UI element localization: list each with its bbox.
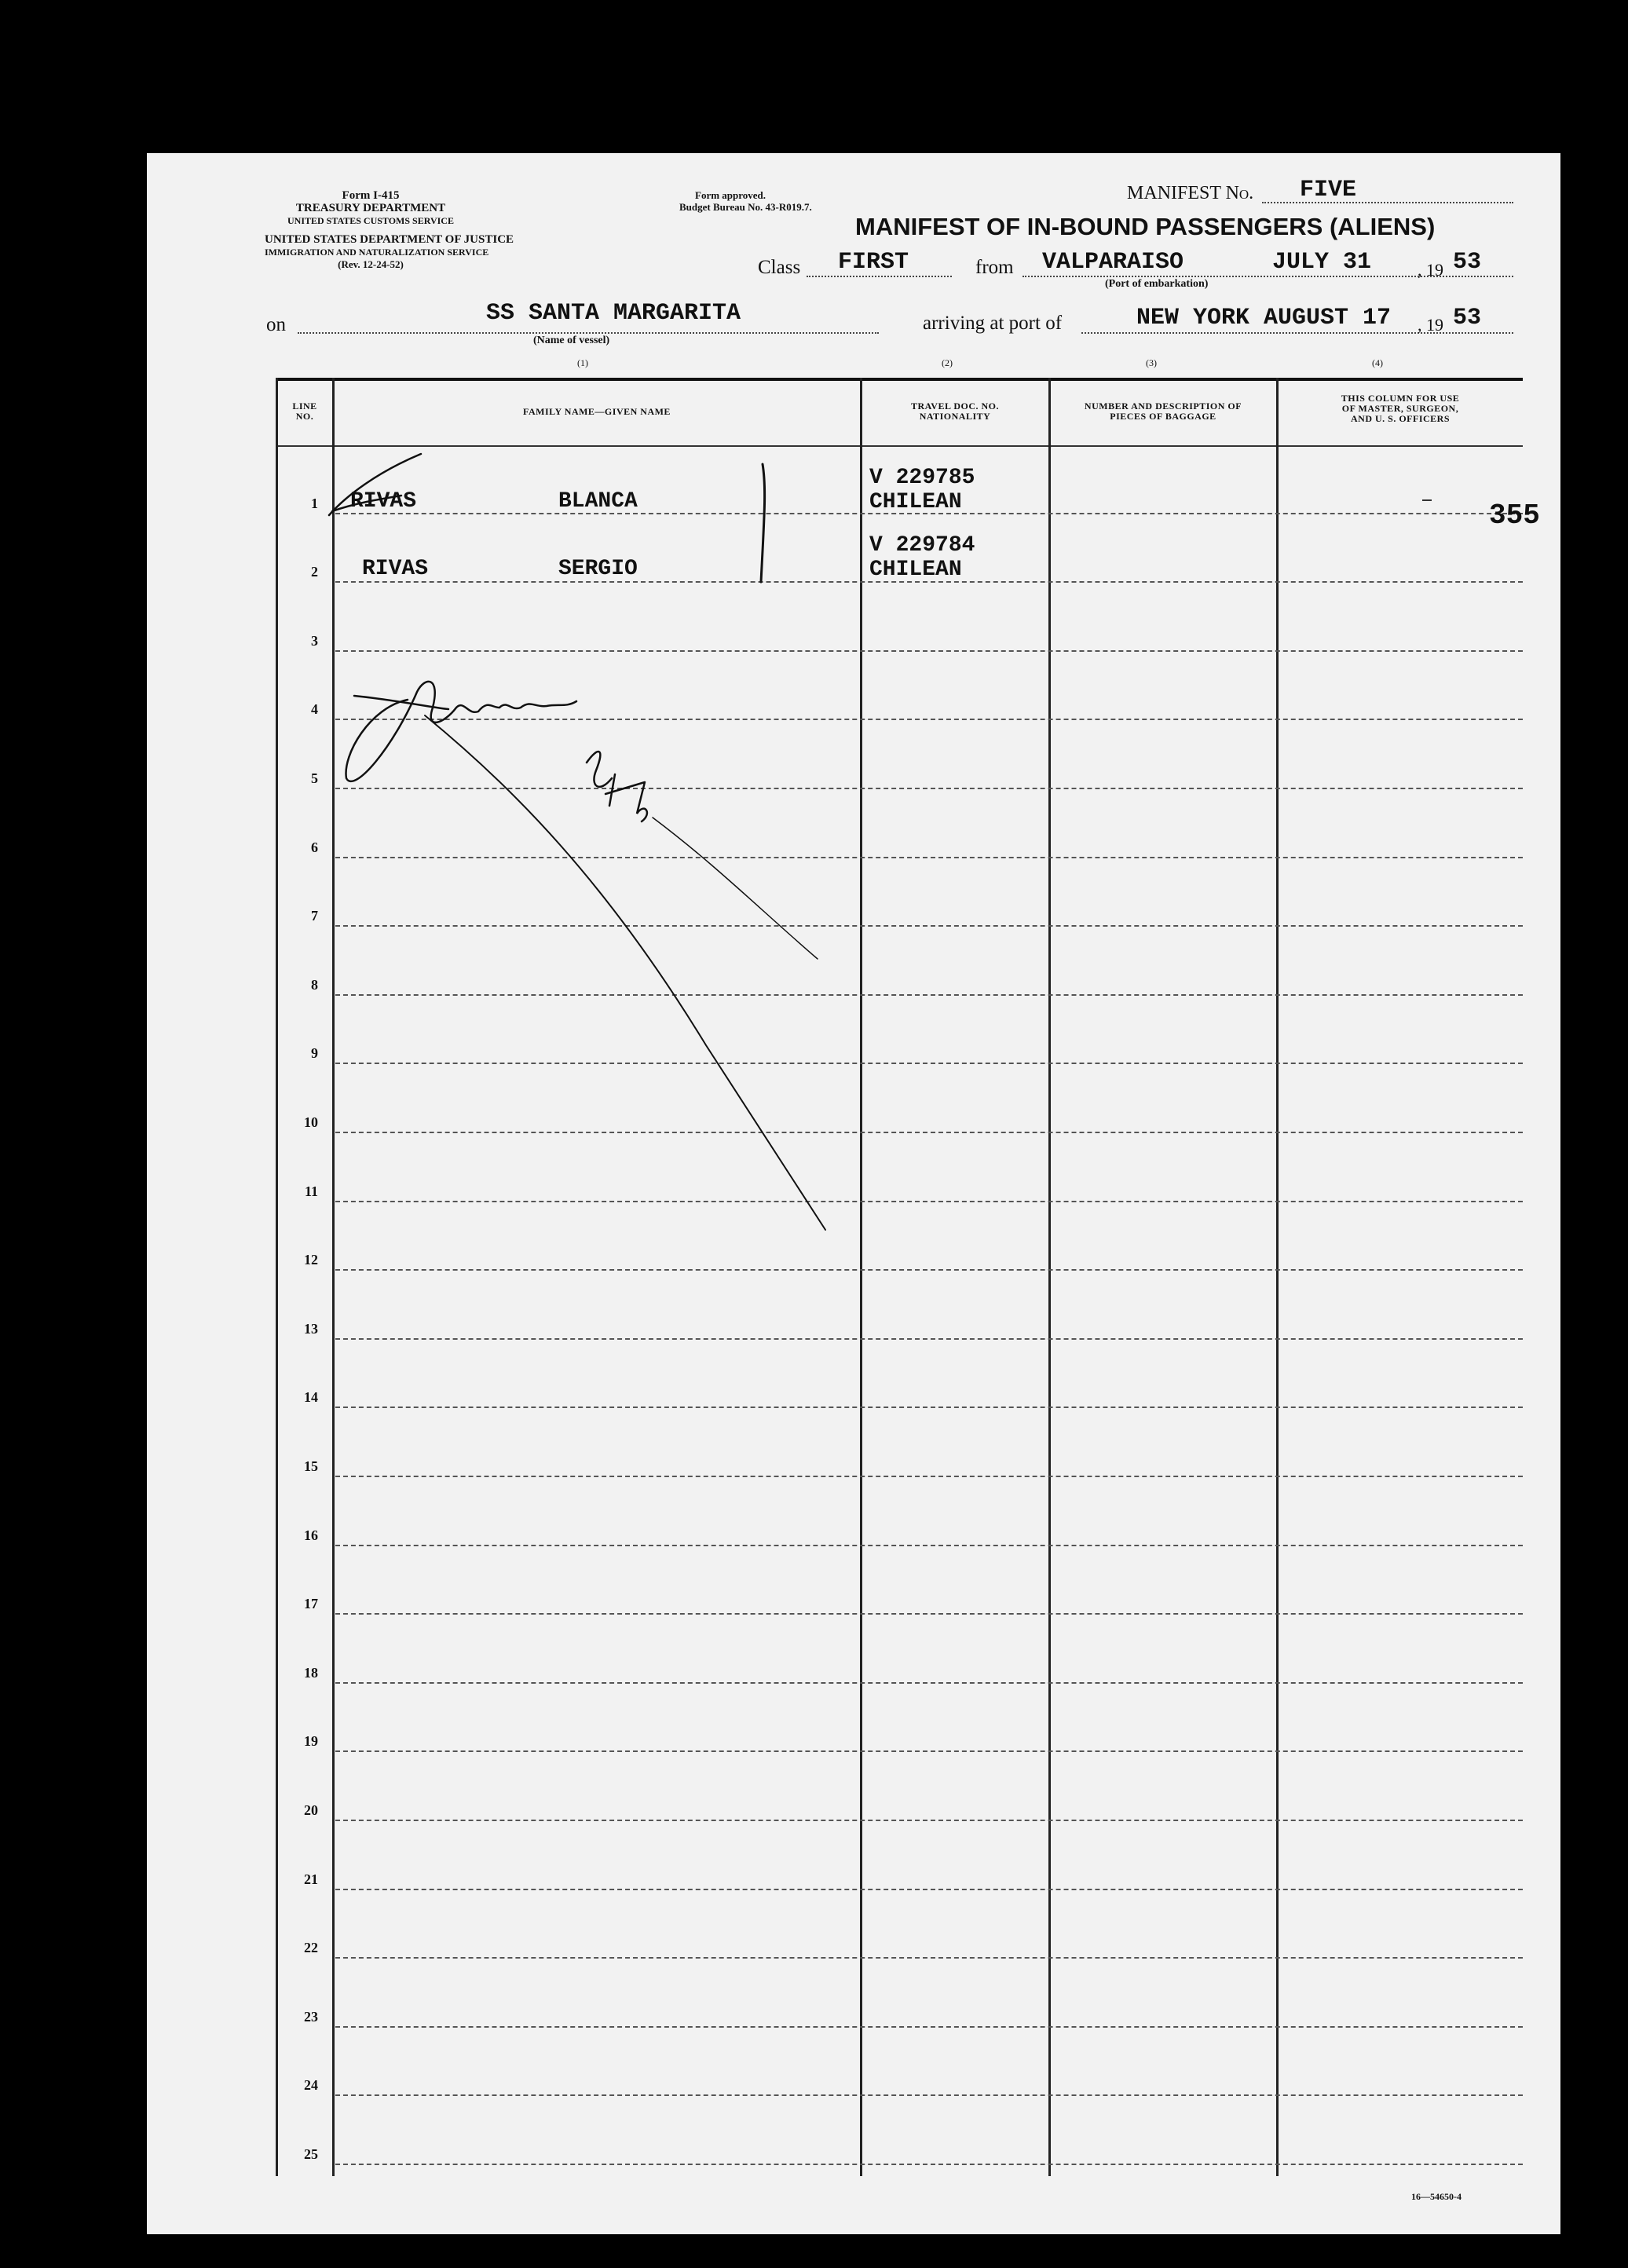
line-number: 1: [311, 495, 318, 511]
strike-mark-1: [329, 454, 421, 515]
arrival-value: NEW YORK AUGUST 17: [1136, 305, 1392, 331]
manifest-number-label: MANIFEST No.: [1127, 183, 1254, 203]
column-number-1: (1): [577, 357, 588, 368]
passenger-1-nationality: CHILEAN: [869, 490, 962, 514]
header-line-no-2: NO.: [295, 411, 314, 422]
header-travel-doc-1: TRAVEL DOC. NO.: [911, 401, 999, 412]
class-line: [807, 276, 952, 277]
header-baggage-2: PIECES OF BAGGAGE: [1110, 411, 1216, 422]
line-number: 25: [304, 2146, 318, 2162]
header-officers-1: THIS COLUMN FOR USE: [1341, 393, 1460, 404]
header-name: FAMILY NAME—GIVEN NAME: [523, 406, 671, 417]
column-number-4: (4): [1372, 357, 1383, 368]
passenger-2-doc: V 229784: [869, 533, 975, 558]
passenger-1-family: RIVAS: [350, 489, 417, 514]
line-number: 16: [304, 1527, 318, 1543]
vessel-line: [298, 332, 879, 334]
column-number-2: (2): [942, 357, 953, 368]
vessel-value: SS SANTA MARGARITA: [486, 300, 741, 327]
passenger-1-given: BLANCA: [558, 489, 638, 514]
header-officers-2: OF MASTER, SURGEON,: [1341, 403, 1459, 414]
revision-date: (Rev. 12-24-52): [338, 258, 404, 270]
embark-year: 53: [1453, 249, 1482, 276]
long-diagonal-stroke: [425, 715, 825, 1230]
on-label: on: [266, 314, 286, 335]
passenger-table: [276, 378, 1540, 2176]
line-number: 13: [304, 1320, 318, 1337]
form-number: Form I-415: [342, 189, 400, 202]
line-number: 3: [311, 632, 318, 649]
line-number: 21: [304, 1871, 318, 1887]
secondary-diagonal: [653, 818, 818, 959]
line-number: 6: [311, 839, 318, 855]
header-line-no-1: LINE: [292, 401, 317, 412]
passenger-1-doc: V 229785: [869, 466, 975, 490]
port-caption: (Port of embarkation): [1105, 278, 1209, 290]
from-label: from: [975, 257, 1014, 278]
officer-number: 355: [1489, 499, 1540, 532]
from-value: VALPARAISO: [1042, 249, 1184, 276]
handwritten-signature: [346, 682, 576, 781]
line-number: 2: [311, 564, 318, 580]
line-number: 9: [311, 1045, 318, 1062]
handwritten-initials: [587, 752, 647, 821]
line-number: 24: [304, 2077, 318, 2094]
approval-block: [679, 189, 812, 213]
arrival-year: 53: [1453, 305, 1482, 331]
header-officers-3: AND U. S. OFFICERS: [1350, 413, 1450, 424]
form-approved: Form approved.: [695, 189, 766, 201]
justice-dept: UNITED STATES DEPARTMENT OF JUSTICE: [265, 233, 514, 246]
passenger-2-nationality: CHILEAN: [869, 558, 962, 582]
embark-year-prefix: , 19: [1418, 260, 1443, 280]
vertical-pen-mark: [761, 464, 765, 582]
arrival-line: [1081, 332, 1513, 334]
line-number: 18: [304, 1664, 318, 1681]
manifest-page: [147, 153, 1560, 2234]
manifest-number-value: FIVE: [1300, 177, 1357, 203]
line-number: 12: [304, 1252, 318, 1268]
class-value: FIRST: [838, 249, 909, 276]
column-number-3: (3): [1146, 357, 1157, 368]
header-travel-doc-2: NATIONALITY: [919, 411, 991, 422]
line-number: 11: [304, 1183, 318, 1199]
embark-date: JULY 31: [1272, 249, 1372, 276]
customs-service: UNITED STATES CUSTOMS SERVICE: [287, 215, 454, 226]
line-number: 15: [304, 1458, 318, 1474]
passenger-2-given: SERGIO: [558, 557, 638, 581]
justice-block: [265, 233, 514, 271]
header-baggage-1: NUMBER AND DESCRIPTION OF: [1084, 401, 1242, 412]
ins-service: IMMIGRATION AND NATURALIZATION SERVICE: [265, 247, 489, 258]
manifest-title: MANIFEST OF IN-BOUND PASSENGERS (ALIENS): [855, 213, 1436, 240]
passenger-2-family: RIVAS: [362, 557, 429, 581]
strike-mark-2: [332, 496, 401, 511]
line-number: 19: [304, 1733, 318, 1750]
vessel-caption: (Name of vessel): [533, 335, 610, 346]
handwriting-overlay: [276, 378, 1523, 2176]
line-number: 14: [304, 1389, 318, 1406]
budget-bureau: Budget Bureau No. 43-R019.7.: [679, 201, 812, 213]
line-number: 22: [304, 1940, 318, 1956]
class-label: Class: [758, 257, 801, 278]
line-number: 4: [311, 701, 318, 718]
arriving-label: arriving at port of: [923, 313, 1063, 334]
line-number: 5: [311, 770, 318, 786]
line-number: 20: [304, 1802, 318, 1818]
footer-code: 16—54650-4: [1411, 2191, 1462, 2202]
arrival-year-prefix: , 19: [1418, 315, 1443, 335]
treasury-dept: TREASURY DEPARTMENT: [295, 202, 446, 214]
line-number: 8: [311, 976, 318, 993]
line-number: 7: [311, 908, 318, 924]
form-block: [265, 189, 477, 227]
line-number: 17: [304, 1596, 318, 1612]
line-number: 23: [304, 2008, 318, 2025]
line-number: 10: [304, 1114, 318, 1130]
